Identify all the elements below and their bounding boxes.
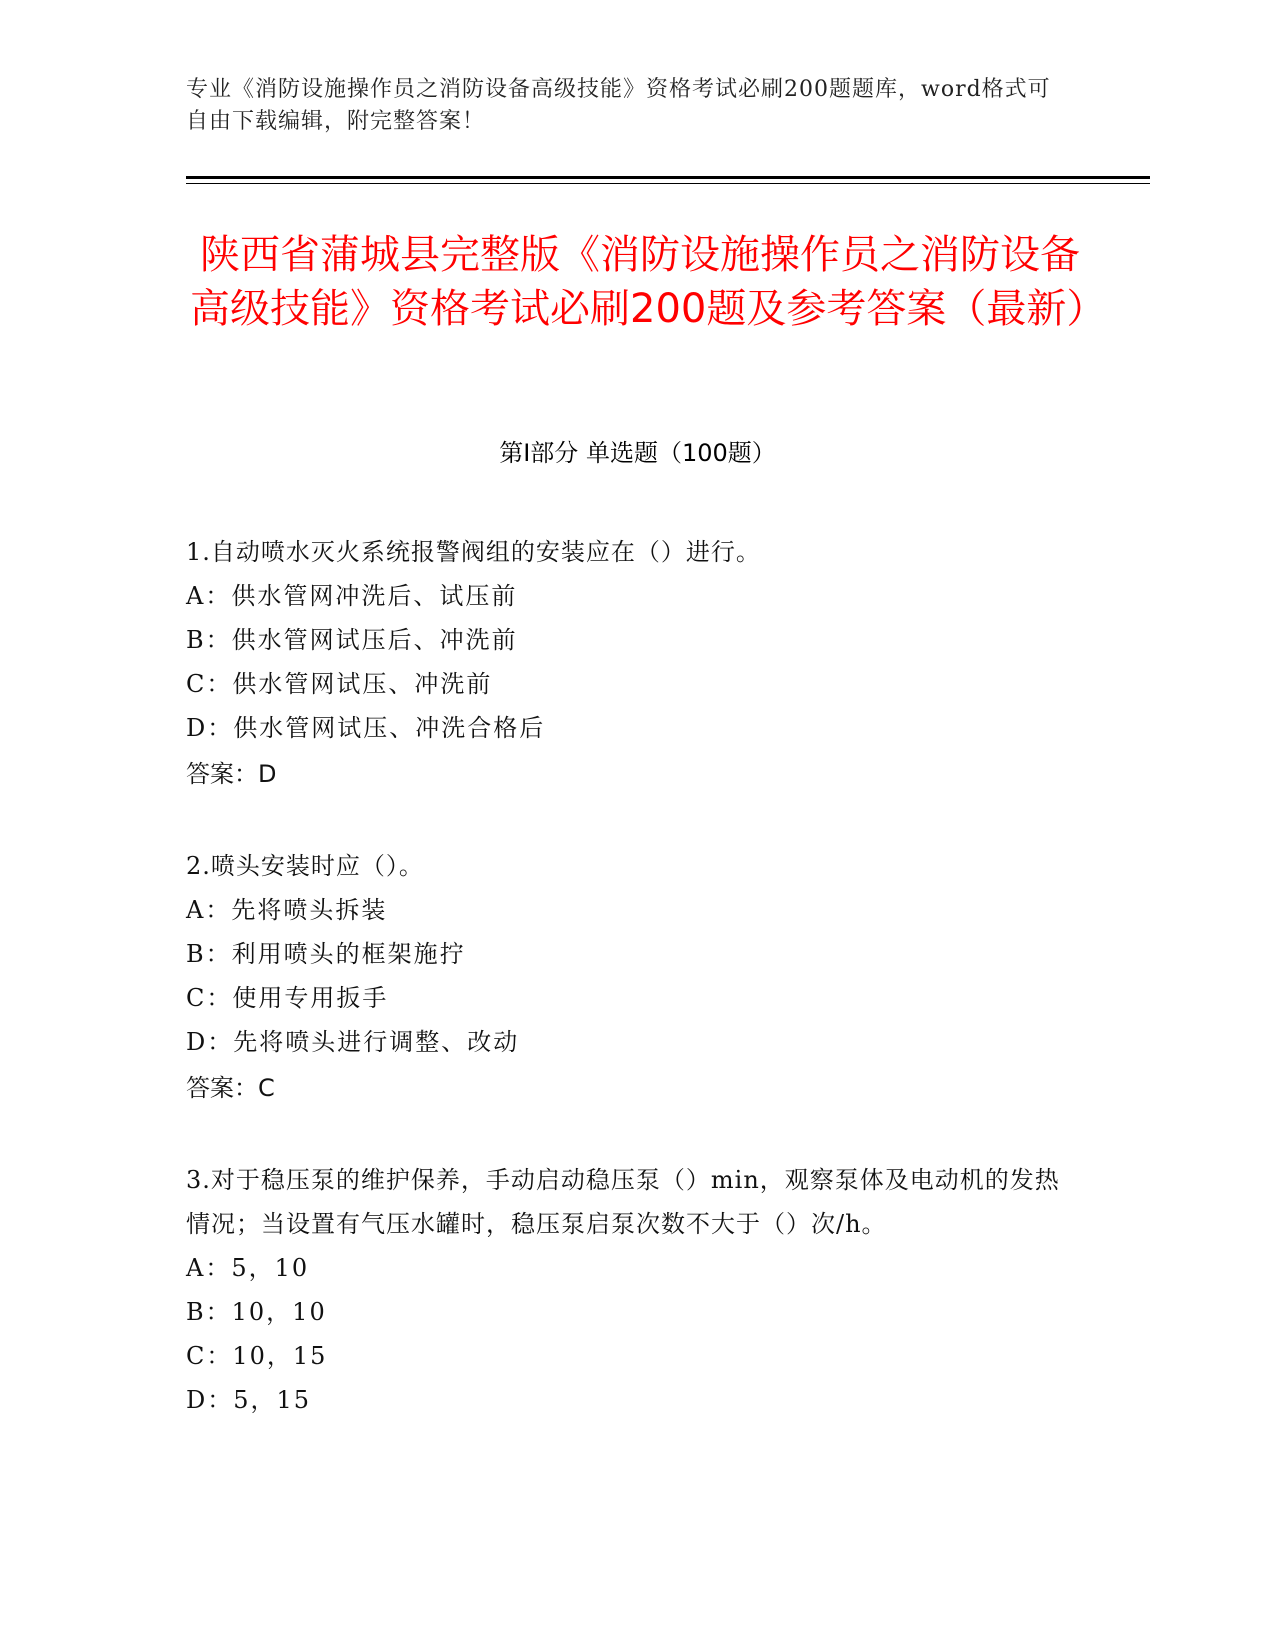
- question-list: [186, 530, 1076, 1470]
- question-3: [186, 1158, 1076, 1422]
- question-stem: 2.喷头安装时应（）。: [186, 852, 424, 880]
- header-divider-thin: [186, 183, 1150, 184]
- section-title: 第I部分 单选题（100题）: [499, 439, 776, 467]
- option-b: B：供水管网试压后、冲洗前: [186, 626, 518, 654]
- question-stem: 3.对于稳压泵的维护保养，手动启动稳压泵（）min，观察泵体及电动机的发热情况；当设置有气压水罐时，稳压泵启泵次数不大于（）次/h。: [186, 1166, 1060, 1238]
- option-d: D：5，15: [186, 1386, 312, 1414]
- option-b: B：10，10: [186, 1298, 327, 1326]
- answer-line: 答案：C: [186, 1074, 275, 1102]
- question-1: [186, 530, 1076, 796]
- header-note: 专业《消防设施操作员之消防设备高级技能》资格考试必刷200题题库，word格式可自由下载编辑，附完整答案！: [186, 77, 1051, 134]
- option-c: C：供水管网试压、冲洗前: [186, 670, 493, 698]
- option-d: D：供水管网试压、冲洗合格后: [186, 714, 546, 742]
- option-d: D：先将喷头进行调整、改动: [186, 1028, 520, 1056]
- option-a: A：供水管网冲洗后、试压前: [186, 582, 518, 610]
- option-c: C：10，15: [186, 1342, 328, 1370]
- option-a: A：先将喷头拆装: [186, 896, 388, 924]
- header-divider-thick: [186, 176, 1150, 179]
- option-c: C：使用专用扳手: [186, 984, 389, 1012]
- document-title: 陕西省蒲城县完整版《消防设施操作员之消防设备高级技能》资格考试必刷200题及参考答案（最新）: [190, 232, 1107, 332]
- answer-line: 答案：D: [186, 760, 277, 788]
- option-a: A：5，10: [186, 1254, 310, 1282]
- question-2: [186, 844, 1076, 1110]
- option-b: B：利用喷头的框架施拧: [186, 940, 466, 968]
- question-stem: 1.自动喷水灭火系统报警阀组的安装应在（）进行。: [186, 538, 761, 566]
